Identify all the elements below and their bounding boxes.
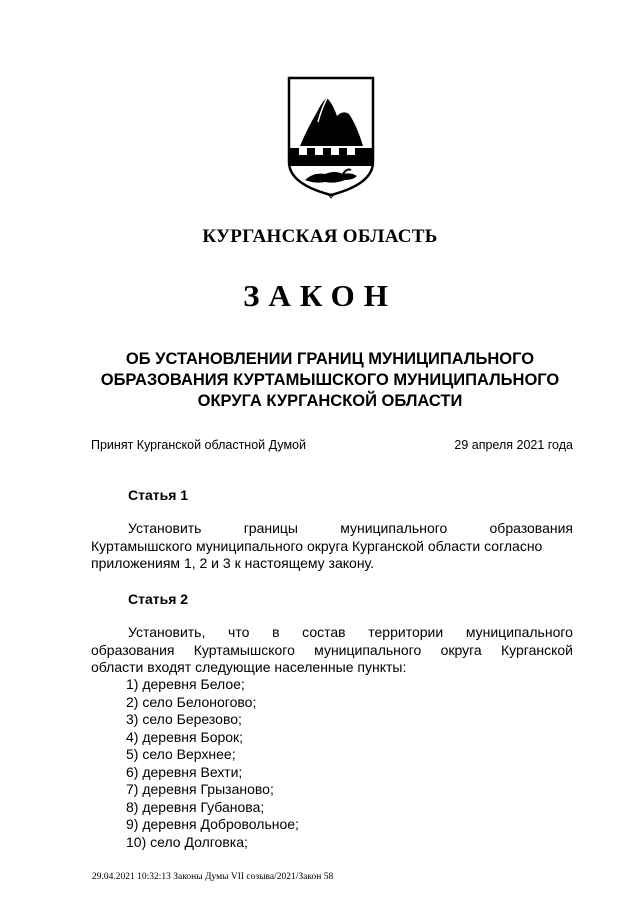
list-item: 10) село Долговка;: [126, 833, 248, 850]
word: что: [228, 624, 250, 640]
adopted-by: Принят Курганской областной Думой: [91, 438, 306, 452]
law-title-line: ОКРУГА КУРГАНСКОЙ ОБЛАСТИ: [197, 392, 463, 410]
list-item: 3) село Березово;: [126, 711, 242, 727]
word: образования: [91, 641, 175, 658]
word: образования: [489, 520, 573, 536]
region-name: КУРГАНСКАЯ ОБЛАСТЬ: [202, 226, 438, 247]
article-2-heading: Статья 2: [128, 591, 189, 607]
adoption-date: 29 апреля 2021 года: [454, 438, 573, 452]
list-item: 8) деревня Губанова;: [126, 798, 265, 815]
word: Установить,: [128, 624, 206, 640]
law-title-line: ОБРАЗОВАНИЯ КУРТАМЫШСКОГО МУНИЦИПАЛЬНОГО: [100, 371, 560, 389]
word: Курганской: [500, 641, 573, 658]
list-item: 2) село Белоногово;: [126, 693, 257, 710]
article-1-line-3: приложениям 1, 2 и 3 к настоящему закону.: [91, 555, 375, 571]
word: границы: [243, 520, 298, 536]
list-item: 4) деревня Борок;: [126, 728, 244, 745]
word: состав: [302, 624, 346, 640]
law-title-line: ОБ УСТАНОВЛЕНИИ ГРАНИЦ МУНИЦИПАЛЬНОГО: [125, 350, 535, 368]
footer-stamp: 29.04.2021 10:32:13 Законы Думы VII созыва/2021/Закон 58: [92, 872, 334, 882]
article-2-line-2: [91, 642, 573, 660]
list-item: 1) деревня Белое;: [126, 676, 245, 692]
list-item: 6) деревня Вехти;: [126, 763, 243, 780]
article-1-line-1: [91, 520, 573, 538]
word: территории: [368, 624, 444, 640]
word: муниципального: [314, 641, 422, 658]
word: муниципального: [465, 624, 573, 640]
settlements-list: [126, 676, 299, 851]
word: Установить: [128, 520, 202, 536]
list-item: 9) деревня Добровольное;: [126, 816, 299, 832]
list-item: 5) село Верхнее;: [126, 746, 236, 762]
article-1-line-2: Куртамышского муниципального округа Курганской области согласно: [91, 537, 543, 554]
word: муниципального: [340, 520, 448, 536]
law-title: [60, 349, 600, 412]
article-2-text: [91, 624, 573, 677]
word: Куртамышского: [193, 641, 295, 658]
word: в: [272, 624, 280, 640]
article-2-line-3: области входят следующие населенные пункты:: [91, 659, 407, 675]
document-type: ЗАКОН: [243, 278, 397, 313]
word: округа: [440, 641, 482, 658]
article-1-text: [91, 520, 573, 573]
list-item: 7) деревня Грызаново;: [126, 781, 274, 797]
article-2-line-1: [91, 624, 573, 642]
coat-of-arms-icon: [285, 74, 377, 199]
article-1-heading: Статья 1: [128, 487, 189, 503]
